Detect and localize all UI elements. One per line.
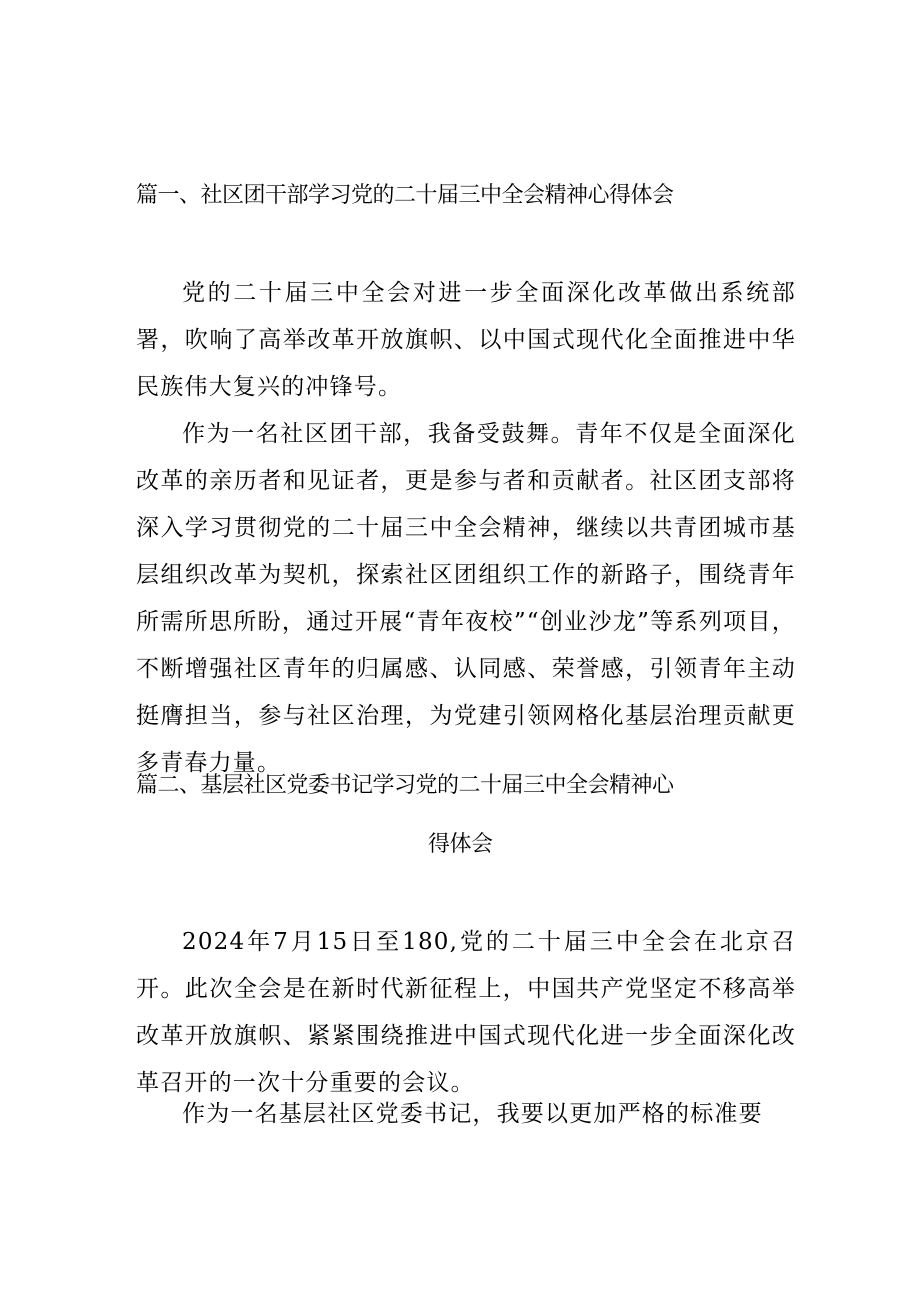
section-2-paragraph-1: 2024年7月15日至180,党的二十届三中全会在北京召开。此次全会是在新时代新征程上，中国共产党坚定不移高举改革开放旗帜、紧紧围绕推进中国式现代化进一步全面深化改革召开的一次十分重要的会议。 [136, 929, 796, 1096]
section-2-title-line-2: 得体会 [428, 832, 493, 857]
section-2-paragraph-2: 作为一名基层社区党委书记，我要以更加严格的标准要 [182, 1101, 763, 1127]
section-1-paragraph-2: 作为一名社区团干部，我备受鼓舞。青年不仅是全面深化改革的亲历者和见证者，更是参与者和贡献者。社区团支部将深入学习贯彻党的二十届三中全会精神，继续以共青团城市基层组织改革为契机，探索社区团组织工作的新路子，围绕青年所需所思所盼，通过开展“青年夜校”“创业沙龙”等系列项目，不断增强社区青年的归属感、认同感、荣誉感，引领青年主动挺膺担当，参与社区治理，为党建引领网格化基层治理贡献更多青春力量。 [136, 421, 796, 776]
section-1-paragraph-1: 党的二十届三中全会对进一步全面深化改革做出系统部署，吹响了高举改革开放旗帜、以中国式现代化全面推进中华民族伟大复兴的冲锋号。 [136, 280, 796, 400]
section-1-title: 篇一、社区团干部学习党的二十届三中全会精神心得体会 [136, 183, 674, 208]
section-2-title-line-1: 篇二、基层社区党委书记学习党的二十届三中全会精神心 [136, 773, 674, 798]
